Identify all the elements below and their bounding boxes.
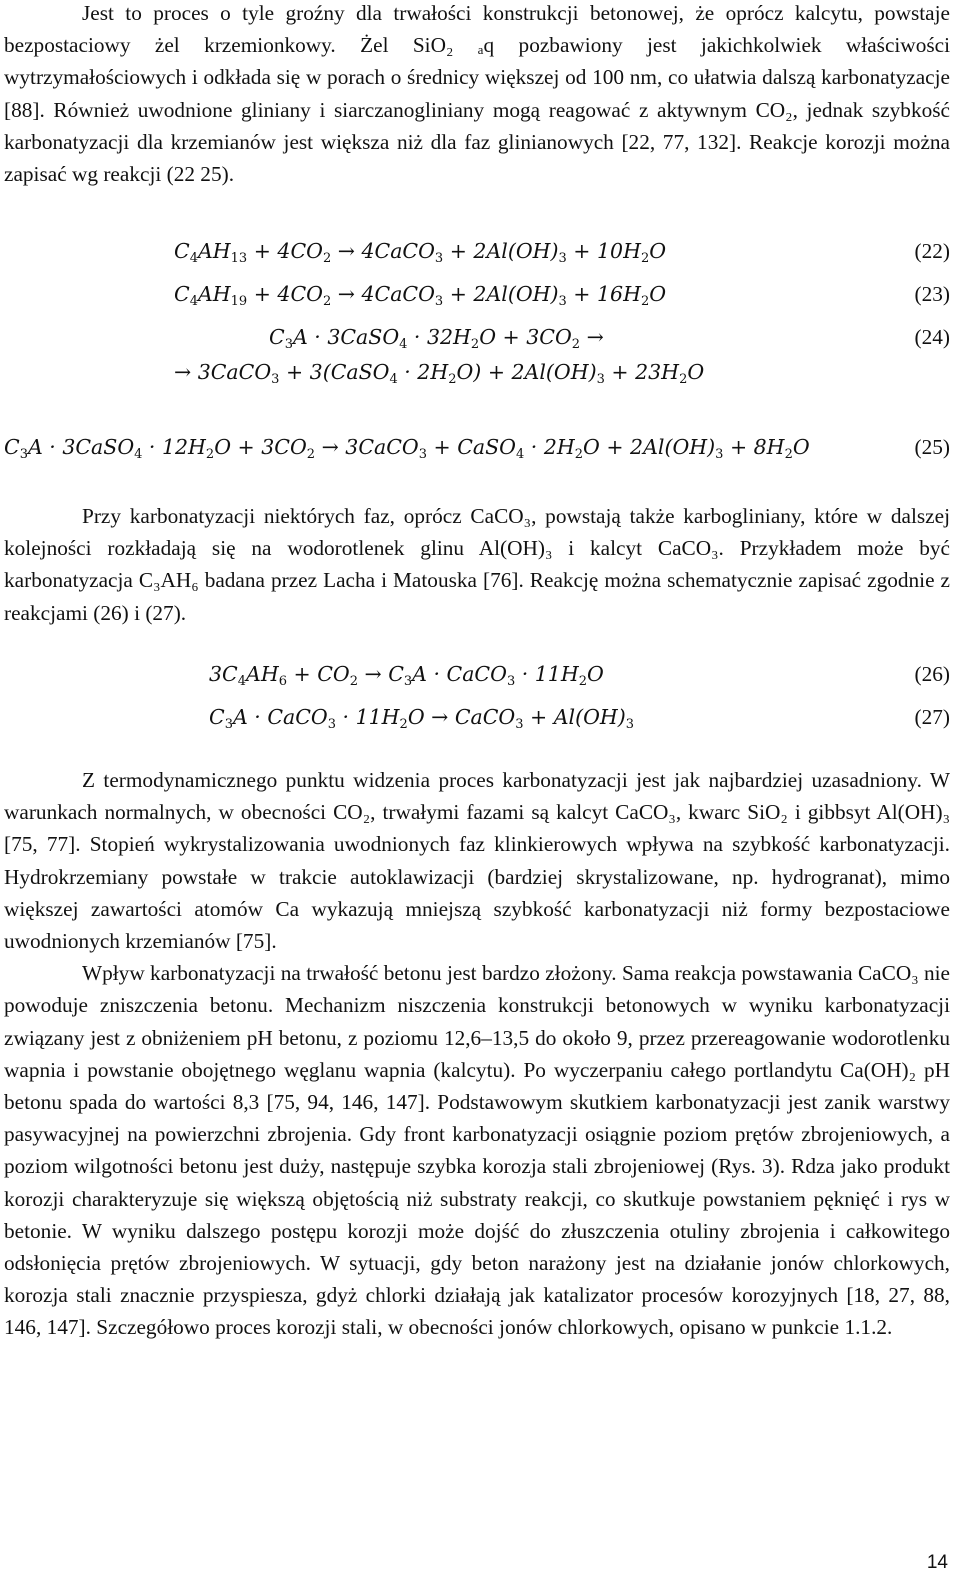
document-page-3 bbox=[4, 764, 950, 1344]
equation-number: (24) bbox=[914, 325, 950, 349]
equation-number: (27) bbox=[914, 705, 950, 729]
paragraph-2: Przy karbonatyzacji niektórych faz, oprócz CaCO₃, powstają także karbogliniany, które w dalszej kolejności rozkładają się na wodorotlenek glinu Al(OH)₃ i kalcyt CaCO₃. Przykładem może być karbonatyzacja C₃AH₆ badana przez Lacha i Matouska [76]. Reakcję można schematycznie zapisać zgodnie z reakcjami (26) i (27). bbox=[4, 504, 950, 625]
paragraph-3: Z termodynamicznego punktu widzenia proces karbonatyzacji jest jak najbardziej uzasadniony. W warunkach normalnych, w obecności CO₂, trwałymi fazami są kalcyt CaCO₃, kwarc SiO₂ i gibbsyt Al(OH)₃ [75, 77]. Stopień wykrystalizowania uwodnionych faz klinkierowych wpływa na szybkość karbonatyzacji. Hydrokrzemiany powstałe w trakcie autoklawizacji (bardziej skrystalizowane, np. hydrogranat), mimo większej zawartości atomów Ca wykazują mniejszą szybkość karbonatyzacji niż formy bezpostaciowe uwodnionych krzemianów [75]. bbox=[4, 768, 950, 954]
equation-number: (26) bbox=[914, 662, 950, 686]
page-number: 14 bbox=[926, 1552, 948, 1573]
equation-22: $C_4AH_{13} + 4CO_2$ → 4CaCO$_3$ + $2Al(OH)_3 + 10H_2O$ (22) bbox=[174, 239, 950, 266]
document-page-2 bbox=[4, 500, 950, 629]
equation-number: (22) bbox=[914, 239, 950, 263]
equation-24: $C_3A$ · 3CaSO$_4$ · $32H_2O + 3CO_2$ → → 3CaCO$_3$ + 3(CaSO$_4$ · $2H_2O) + 2Al(OH)_3 + 23H_2O$ (24) bbox=[174, 325, 950, 387]
equation-27: $C_3A$ · CaCO$_3$ · $11H_2O$ → CaCO$_3$ + $Al(OH)_3$ (27) bbox=[209, 705, 950, 732]
equation-number: (25) bbox=[914, 435, 950, 459]
paragraph-4: Wpływ karbonatyzacji na trwałość betonu jest bardzo złożony. Sama reakcja powstawania CaCO₃ nie powoduje zniszczenia betonu. Mechanizm niszczenia konstrukcji betonowych w wyniku karbonatyzacji związany jest z obniżeniem pH betonu, z poziomu 12,6–13,5 do około 9, przez przereagowanie wodorotlenku wapnia i powstanie obojętnego węglanu wapnia (kalcytu). Po wyczerpaniu całego portlandytu Ca(OH)₂ pH betonu spada do wartości 8,3 [75, 94, 146, 147]. Podstawowym skutkiem karbonatyzacji jest zanik warstwy pasywacyjnej na powierzchni zbrojenia. Gdy front karbonatyzacji osiągnie poziom prętów zbrojeniowych, a poziom wilgotności betonu jest duży, następuje szybka korozja stali zbrojeniowej (Rys. 3). Rdza jako produkt korozji charakteryzuje się większą objętością niż substraty reakcji, co skutkuje powstaniem pęknięć i rys w betonie. W wyniku dalszego postępu korozji może dojść do złuszczenia otuliny zbrojenia i całkowitego odsłonięcia prętów zbrojeniowych. W sytuacji, gdy beton narażony jest na działanie jonów chlorkowych, korozja stali znacznie przyspiesza, gdyż chlorki działają jak katalizator procesów korozyjnych [18, 27, 88, 146, 147]. Szczegółowo proces korozji stali, w obecności jonów chlorkowych, opisano w punkcie 1.1.2. bbox=[4, 961, 950, 1340]
equation-25: $C_3A$ · 3CaSO$_4$ · $12H_2O + 3CO_2$ → 3CaCO$_3$ + CaSO$_4$ · $2H_2O + 2Al(OH)_3 + 8H_2O$ (25) bbox=[4, 435, 950, 462]
equation-23: $C_4AH_{19} + 4CO_2$ → 4CaCO$_3$ + $2Al(OH)_3 + 16H_2O$ (23) bbox=[174, 282, 950, 309]
paragraph-1: Jest to proces o tyle groźny dla trwałości konstrukcji betonowej, że oprócz kalcytu, powstaje bezpostaciowy żel krzemionkowy. Żel SiO₂ ₐq pozbawiony jest jakichkolwiek właściwości wytrzymałościowych i odkłada się w porach o średnicy większej od 100 nm, co ułatwia dalszą karbonatyzacje [88]. Również uwodnione gliniany i siarczanogliniany mogą reagować z aktywnym CO₂, jednak szybkość karbonatyzacji dla krzemianów jest większa niż dla faz glinianowych [22, 77, 132]. Reakcje korozji można zapisać wg reakcji (22 25). bbox=[4, 1, 950, 187]
equation-26: $3C_4AH_6 + CO_2 \to C_3A$ · CaCO$_3$ · $11H_2O$ (26) bbox=[209, 662, 950, 689]
equation-number: (23) bbox=[914, 282, 950, 306]
